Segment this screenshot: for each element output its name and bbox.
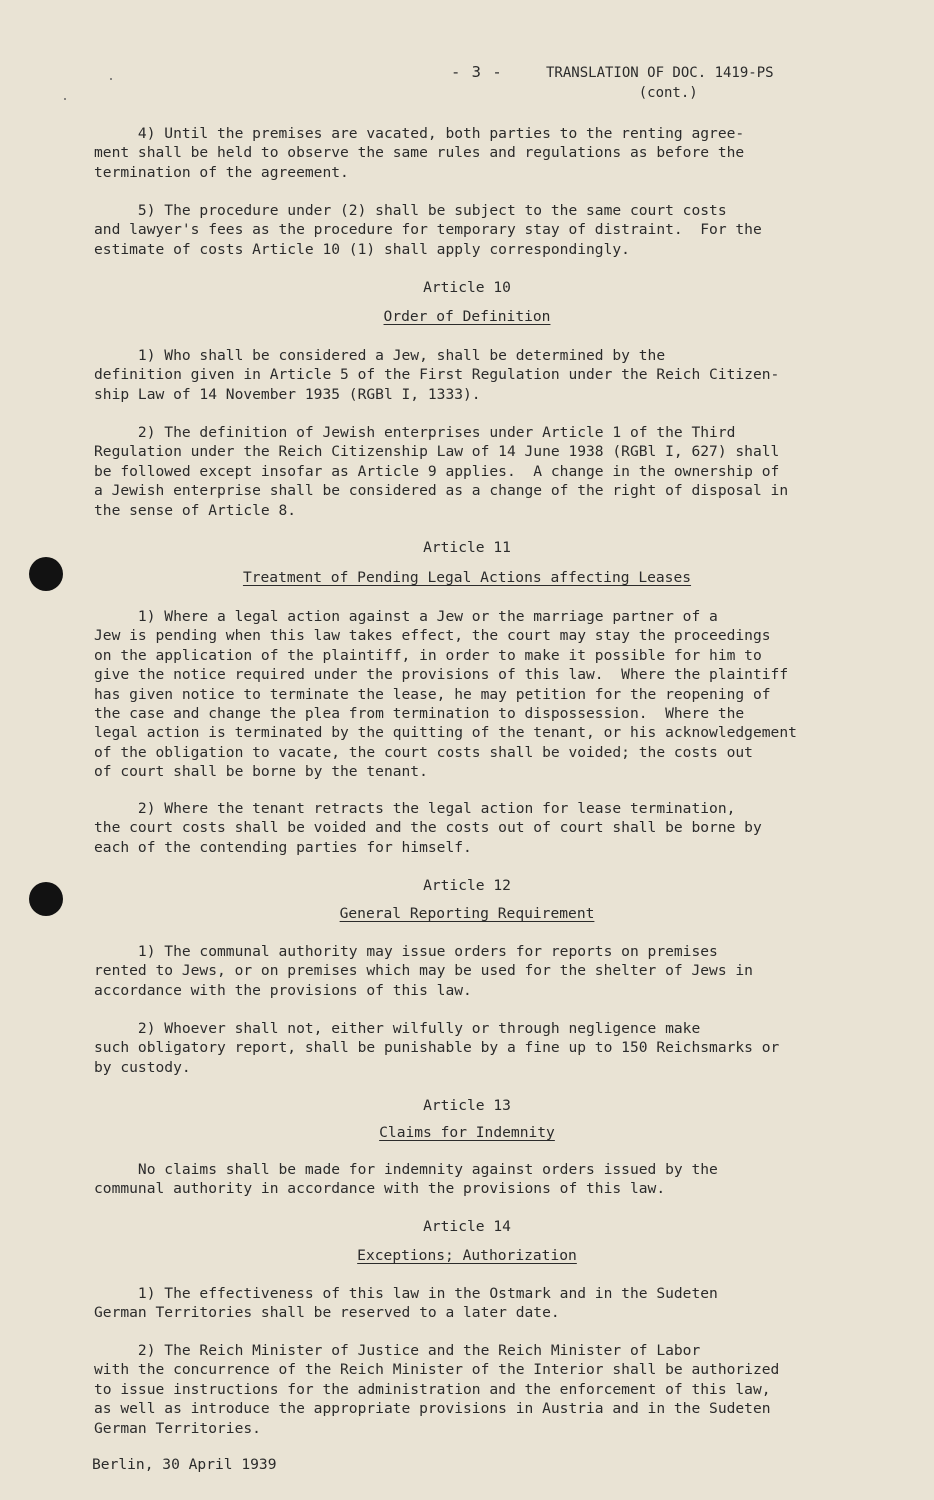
article-10-number: Article 10 xyxy=(423,279,511,296)
article-11-paragraph-2: 2) Where the tenant retracts the legal action for lease termination, the court costs shall be voided and the costs out of court shall be borne by each of the contending parties for himself. xyxy=(94,800,762,856)
article-12-paragraph-2: 2) Whoever shall not, either wilfully or through negligence make such obligatory report, shall be punishable by a fine up to 150 Reichsmarks or by custody. xyxy=(94,1020,780,1076)
document-title: TRANSLATION OF DOC. 1419-PS (cont.) xyxy=(546,65,774,101)
article-12-paragraph-1: 1) The communal authority may issue orders for reports on premises rented to Jews, or on premises which may be used for the shelter of Jews in accordance with the provisions of this law. xyxy=(94,943,753,999)
paragraph-4: 4) Until the premises are vacated, both parties to the renting agree- ment shall be held to observe the same rules and regulations as before the termination of the agreement. xyxy=(94,125,745,181)
article-14-title: Exceptions; Authorization xyxy=(357,1247,577,1264)
paper-speck xyxy=(110,78,112,80)
article-14-paragraph-2: 2) The Reich Minister of Justice and the Reich Minister of Labor with the concurrence of the Reich Minister of the Interior shall be authorized to issue instructions for the administration and the enforcement of this law, as well as introduce the appropriate provisions in Austria and in the Sudeten German Territories. xyxy=(94,1342,780,1437)
article-11-number: Article 11 xyxy=(423,539,511,556)
page-number: - 3 - xyxy=(451,63,503,81)
article-10-title: Order of Definition xyxy=(383,308,551,325)
article-14-paragraph-1: 1) The effectiveness of this law in the Ostmark and in the Sudeten German Territories shall be reserved to a later date. xyxy=(94,1285,718,1322)
article-10-paragraph-1: 1) Who shall be considered a Jew, shall be determined by the definition given in Article 5 of the First Regulation under the Reich Citizen- ship Law of 14 November 1935 (RGBl I, 1333). xyxy=(94,347,780,403)
article-13-title: Claims for Indemnity xyxy=(379,1124,555,1141)
article-13-paragraph: No claims shall be made for indemnity against orders issued by the communal authority in accordance with the provisions of this law. xyxy=(94,1161,718,1198)
dateline: Berlin, 30 April 1939 xyxy=(92,1456,277,1473)
article-11-title: Treatment of Pending Legal Actions affecting Leases xyxy=(242,569,692,586)
article-12-title: General Reporting Requirement xyxy=(339,905,595,922)
article-11-paragraph-1: 1) Where a legal action against a Jew or the marriage partner of a Jew is pending when this law takes effect, the court may stay the proceedings on the application of the plaintiff, in order to make it possible for him to give the notice required under the provisions of this law. Where the plaintiff has given notice to terminate the lease, he may petition for the reopening of the case and change the plea from termination to dispossession. Where the legal action is terminated by the quitting of the tenant, or his acknowledgement of the obligation to vacate, the court costs shall be voided; the costs out of court shall be borne by the tenant. xyxy=(94,608,797,781)
article-10-paragraph-2: 2) The definition of Jewish enterprises under Article 1 of the Third Regulation under the Reich Citizenship Law of 14 June 1938 (RGBl I, 627) shall be followed except insofar as Article 9 applies. A change in the ownership of a Jewish enterprise shall be considered as a change of the right of disposal in the sense of Article 8. xyxy=(94,424,789,519)
article-14-number: Article 14 xyxy=(423,1218,511,1235)
paragraph-5: 5) The procedure under (2) shall be subject to the same court costs and lawyer's fees as the procedure for temporary stay of distraint. For the estimate of costs Article 10 (1) shall apply correspondingly. xyxy=(94,202,762,258)
paper-speck xyxy=(64,98,66,100)
article-13-number: Article 13 xyxy=(423,1097,511,1114)
article-12-number: Article 12 xyxy=(423,877,511,894)
